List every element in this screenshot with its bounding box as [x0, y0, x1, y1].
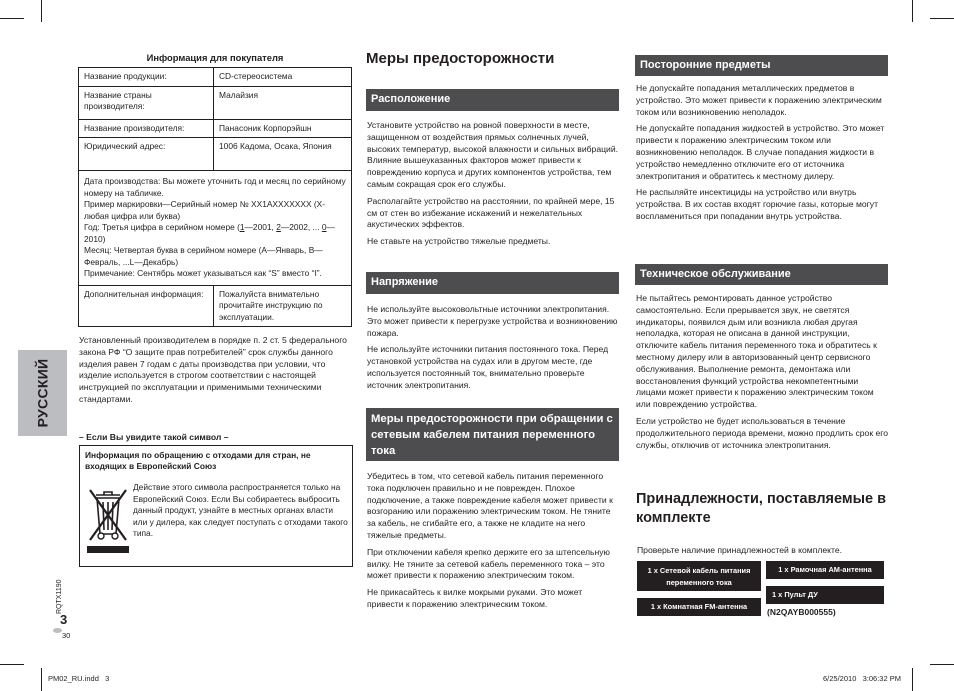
- crossed-out-bin-icon: [86, 486, 130, 554]
- date-note-year: [84, 222, 346, 245]
- year-digit: 1: [239, 222, 245, 232]
- crop-mark: [912, 0, 913, 22]
- footer-timestamp: 6/25/2010 3:06:32 PM: [823, 674, 901, 683]
- table-cell-value: Панасоник Корпорэйшн: [214, 119, 352, 138]
- maintenance-section: [636, 293, 889, 456]
- crop-mark: [912, 668, 913, 691]
- section-heading-power-cable: Меры предосторожности при обращении с сетевым кабелем питания переменного тока: [366, 408, 619, 461]
- table-cell-key: Дополнительная информация:: [79, 285, 214, 327]
- table-row: [79, 86, 352, 119]
- accessories-title: Принадлежности, поставляемые в комплекте: [636, 491, 886, 526]
- year-digit: 2: [276, 222, 281, 232]
- disposal-text: Действие этого символа распространяется только на Европейский Союз. Если Вы собираетесь выбросить данный продукт, узнайте в местных органах власти или у дилера, как следует поступать с отходами такого типа.: [133, 482, 348, 539]
- paragraph: Не ставьте на устройство тяжелые предметы.: [367, 236, 551, 247]
- footer-file-name: PM02_RU.indd 3: [48, 674, 110, 683]
- crop-mark: [930, 18, 954, 19]
- power-cable-section: [367, 471, 620, 616]
- crop-mark: [41, 668, 42, 691]
- foreign-objects-section: [636, 83, 889, 228]
- paragraph: Установите устройство на ровной поверхности в месте, защищенном от воздействия прямых солнечных лучей, высоких температур, высокой влажности и сильных вибраций. Влияние вышеуказанных факторов может привести к повреждению корпуса и других компонентов устройства, тем самым сокращая срок его службы.: [367, 120, 619, 189]
- year-prefix: Год: Третья цифра в серийном номере (: [84, 222, 240, 232]
- language-text: РУССКИЙ: [34, 358, 51, 428]
- location-section: [367, 120, 620, 253]
- year-rest: —2010): [84, 222, 335, 244]
- paragraph: Если устройство не будет использоваться в течение продолжительного периода времени, можно продлить срок его службы, отключив от источника электропитания.: [636, 415, 888, 450]
- table-cell-value: CD-стереосистема: [214, 68, 352, 87]
- date-note-line: Примечание: Сентябрь может указываться как “S” вместо “I”.: [84, 268, 322, 278]
- paragraph: Не используйте источники питания постоянного тока. Перед установкой устройства на судах или в другом месте, где используется постоянный ток, внимательно проверьте источник электропитания.: [367, 344, 609, 390]
- crop-mark: [0, 664, 24, 665]
- page-sub-number: 30: [62, 631, 71, 640]
- language-label: [18, 350, 67, 436]
- crop-mark: [930, 664, 954, 665]
- section-heading-foreign-objects: Посторонние предметы: [635, 55, 888, 76]
- paragraph: Не допускайте попадания жидкостей в устройство. Это может привести к поражению электрическим током или возникновению неполадок. В случае попадания жидкости в устройство немедленно отключите его от источника электропитания и обратитесь к местному дилеру.: [636, 123, 885, 181]
- remote-part-number: (N2QAYB000555): [767, 607, 836, 617]
- table-cell-key: Название продукции:: [79, 68, 214, 87]
- paragraph: Убедитесь в том, что сетевой кабель питания переменного тока подключен правильно и не поврежден. Плохое подключение, а также повреждение кабеля может привести к возгоранию или поражению электрическим током. Не тяните за кабель, не сгибайте его, а также не кладите на него тяжелые предметы.: [367, 471, 613, 540]
- paragraph: Не пытайтесь ремонтировать данное устройство самостоятельно. Если прерывается звук, не светятся индикаторы, появился дым или возникла любая другая неполадка, которая не описана в данной инструкции, отключите кабель питания переменного тока и обратитесь к местному дилеру или в авторизованный центр сервисного обслуживания. Выполнение ремонта, демонтажа или восстановления функций устройства некомпетентными лицами может привести к поражению электрическим током или повреждению устройства.: [636, 293, 877, 410]
- accessories-intro: Проверьте наличие принадлежностей в комплекте.: [637, 545, 843, 555]
- table-cell-key: Название страны производителя:: [79, 86, 214, 119]
- document-code: [56, 579, 86, 614]
- paragraph: При отключении кабеля крепко держите его за штепсельную вилку. Не тяните за сетевой кабель переменного тока – это может привести к поражению электрическим током.: [367, 546, 610, 581]
- paragraph: Не распыляйте инсектициды на устройство или внутрь устройства. В их состав входят горючие газы, которые могут воспламениться при попадании внутрь устройства.: [636, 187, 879, 221]
- service-life-text: Установленный производителем в порядке п. 2 ст. 5 федерального закона РФ “О защите прав потребителей” срок службы данного изделия равен 7 годам с даты производства при условии, что изделие используется в строгом соответствии с настоящей инструкцией по эксплуатации и применимыми техническими стандартами.: [79, 335, 347, 404]
- year-digit: 0: [321, 222, 327, 232]
- section-heading-maintenance: Техническое обслуживание: [635, 264, 888, 285]
- disposal-title: Информация по обращению с отходами для стран, не входящих в Европейский Союз: [85, 450, 311, 472]
- page-number: 3: [60, 612, 68, 627]
- buyer-info-table: [78, 67, 352, 327]
- precautions-title: Меры предосторожности: [366, 50, 555, 67]
- section-heading-voltage: Напряжение: [366, 272, 619, 294]
- accessory-am-antenna: 1 x Рамочная AM-антенна: [766, 561, 884, 579]
- table-cell-key: Название производителя:: [79, 119, 214, 138]
- crop-mark: [41, 0, 42, 22]
- crop-mark: [0, 18, 24, 19]
- paragraph: Не используйте высоковольтные источники электропитания. Это может привести к перегрузке устройства и возникновению пожара.: [367, 304, 618, 338]
- table-row: [79, 171, 352, 286]
- table-cell-value: 1006 Кадома, Осака, Япония: [214, 138, 352, 171]
- year-rest: —2002, ...: [280, 222, 322, 232]
- accessory-remote-control: 1 x Пульт ДУ: [766, 586, 884, 604]
- year-rest: —2001,: [244, 222, 277, 232]
- table-row: [79, 285, 352, 327]
- table-cell-key: Юридический адрес:: [79, 138, 214, 171]
- production-date-note: [79, 171, 352, 286]
- paragraph: Располагайте устройство на расстоянии, по крайней мере, 15 см от стен во избежание искажений и нежелательных акустических эффектов.: [367, 195, 615, 230]
- section-heading-location: Расположение: [366, 89, 619, 111]
- paragraph: Не прикасайтесь к вилке мокрыми руками. Это может привести к поражению электрическим током.: [367, 587, 583, 609]
- accessory-fm-antenna: 1 x Комнатная FM-антенна: [637, 598, 761, 616]
- table-cell-value: Пожалуйста внимательно прочитайте инструкцию по эксплуатации.: [214, 285, 352, 327]
- disposal-info-box: [79, 445, 353, 567]
- table-cell-value: Малайзия: [214, 86, 352, 119]
- table-row: [79, 138, 352, 171]
- page-marker-dot: [53, 628, 62, 633]
- buyer-info-heading: Информация для покупателя: [146, 52, 284, 63]
- symbol-heading: – Если Вы увидите такой символ –: [79, 432, 229, 442]
- table-row: [79, 68, 352, 87]
- accessory-power-cable: 1 x Сетевой кабель питания переменного тока: [637, 561, 761, 591]
- paragraph: Не допускайте попадания металлических предметов в устройство. Это может привести к поражению электрическим током или возникновению неполадок.: [636, 83, 882, 117]
- date-note-line: Месяц: Четвертая буква в серийном номере (A—Январь, B—Февраль, ...L—Декабрь): [84, 245, 323, 267]
- voltage-section: [367, 304, 620, 397]
- table-row: [79, 119, 352, 138]
- date-note-line: Дата производства: Вы можете уточнить год и месяц по серийному номеру на табличке.: [84, 176, 346, 198]
- document-code-text: RQTX1190: [56, 579, 63, 614]
- date-note-line: Пример маркировки—Серийный номер № XX1AXXXXXXX (X-любая цифра или буква): [84, 199, 326, 221]
